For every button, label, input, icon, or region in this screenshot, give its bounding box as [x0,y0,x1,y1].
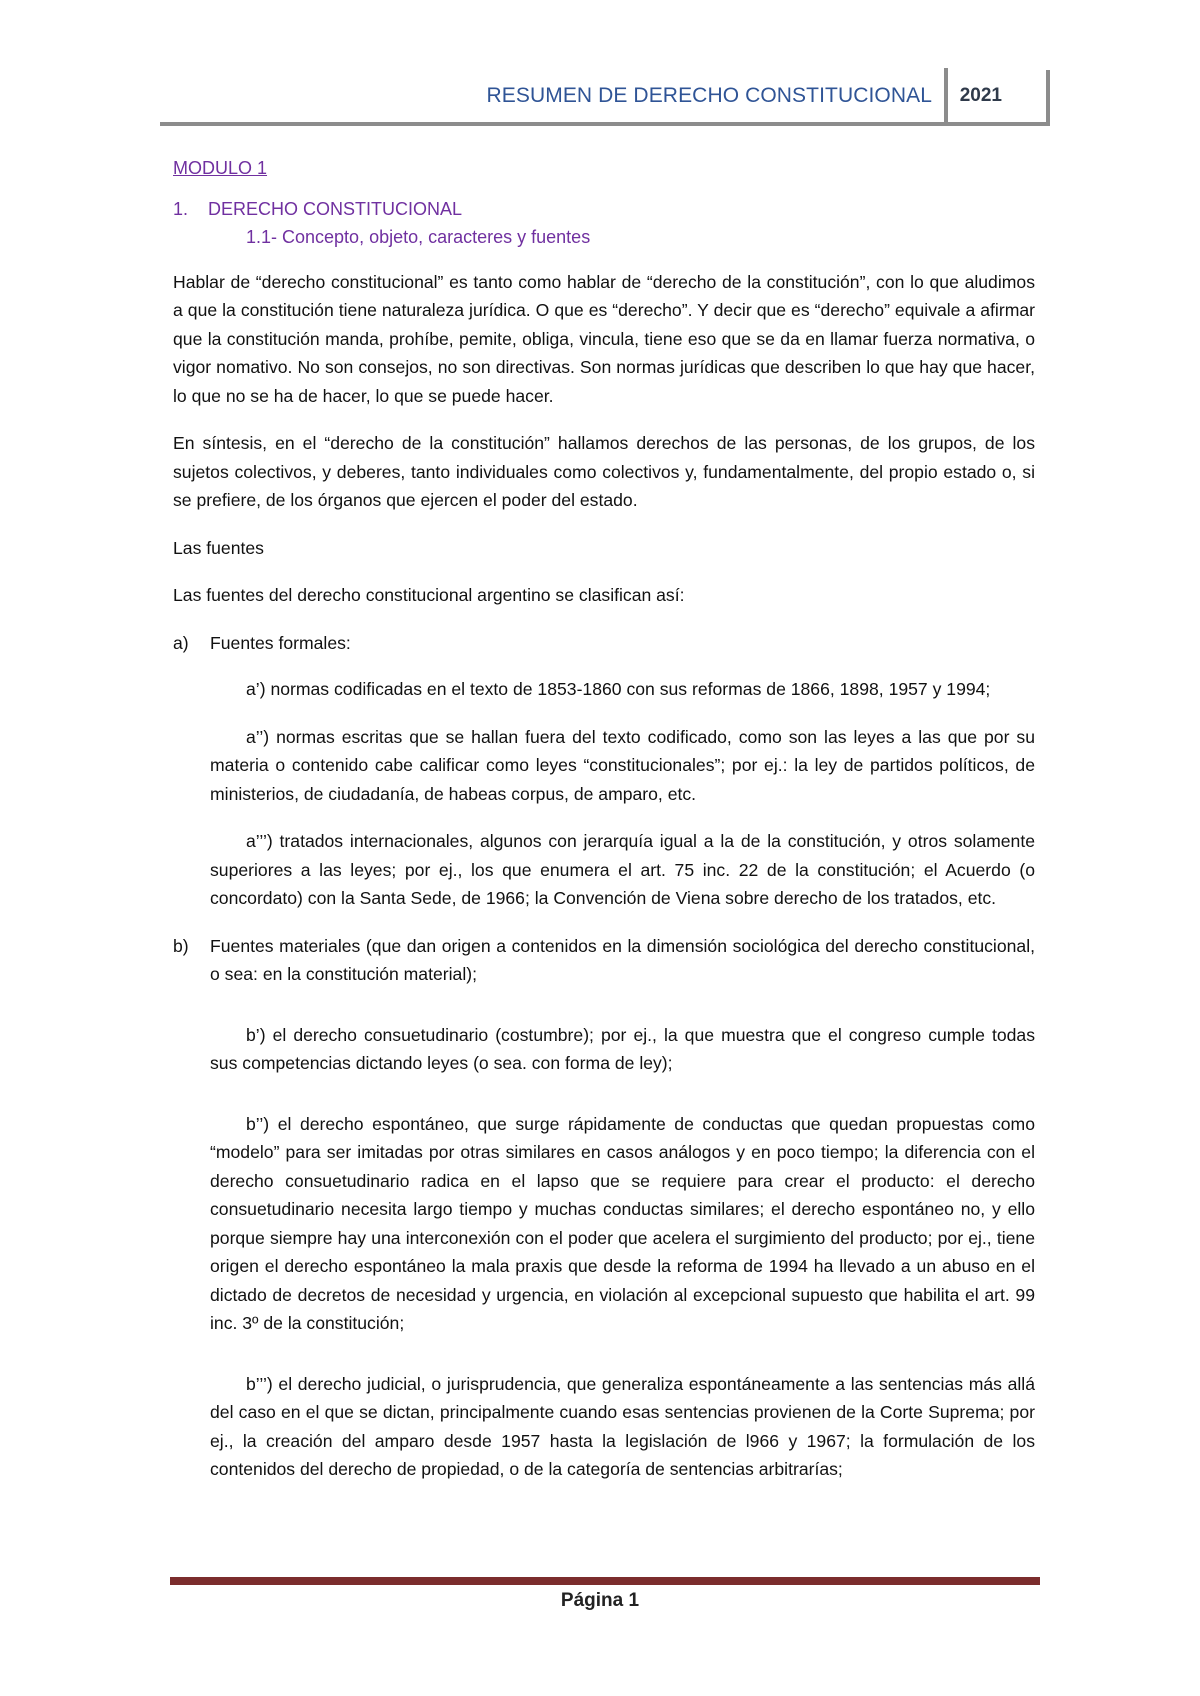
list-marker: a) [173,632,189,653]
header-title: RESUMEN DE DERECHO CONSTITUCIONAL [486,84,932,107]
page-number: Página 1 [560,1590,640,1611]
paragraph: Hablar de “derecho constitucional” es tanto como hablar de “derecho de la constitución”, con lo que aludimos a que la constitución tiene naturaleza jurídica. O que es “derecho”. Y decir que es “derecho” equivale a afirmar que la constitución manda, prohíbe, pemite, obliga, vincula, tiene eso que se da en llamar fuerza normativa, o vigor nomativo. No son consejos, no son directivas. Son normas jurídicas que describen lo que hay que hacer, lo que no se ha de hacer, lo que se puede hacer. [173,271,1035,406]
footer-rule [170,1577,1040,1585]
sub-paragraph: b’’) el derecho espontáneo, que surge rápidamente de conductas que quedan propuestas como “modelo” para ser imitadas por otras similares en casos análogos y en poco tiempo; la diferencia con el derecho consuetudinario radica en el lapso que se requiere para crear el producto: el derecho consuetudinario necesita largo tiempo y muchas conductas similares; el derecho espontáneo no, y ello porque siempre hay una interconexión con el poder que acelera el surgimiento del producto; por ej., tiene origen el derecho espontáneo la mala praxis que desde la reforma de 1994 ha llevado a un abuso en el dictado de decretos de necesidad y urgencia, en violación al excepcional supuesto que habilita el art. 99 inc. 3º de la constitución; [210,1113,1035,1333]
header-end-bar [1046,70,1050,124]
section-number: 1. [173,198,189,219]
section-heading [173,195,1035,224]
paragraph: En síntesis, en el “derecho de la constitución” hallamos derechos de las personas, de los grupos, de los sujetos colectivos, y deberes, tanto individuales como colectivos y, fundamentalmente, del propio estado o, si se prefiere, de los órganos que ejercen el poder del estado. [173,433,1035,510]
sub-paragraph: b’’’) el derecho judicial, o jurisprudencia, que generaliza espontáneamente a las sentencias más allá del caso en el que se dictan, principalmente cuando esas sentencias provienen de la Corte Suprema; por ej., la creación del amparo desde 1957 hasta la legislación de l966 y 1967; la formulación de los contenidos del derecho de propiedad, o de la categoría de sentencias arbitrarías; [210,1373,1035,1479]
section-title: DERECHO CONSTITUCIONAL [208,198,463,219]
header-divider [944,68,948,122]
sub-paragraph: a’) normas codificadas en el texto de 1853-1860 con sus reformas de 1866, 1898, 1957 y 1994; [246,679,991,699]
list-item-a [173,629,1035,658]
document-body [173,154,1035,1503]
list-text: Fuentes formales: [210,632,351,653]
header-year: 2021 [959,85,1002,106]
module-title: MODULO 1 [173,158,268,178]
paragraph: Las fuentes del derecho constitucional argentino se clasifican así: [173,585,685,605]
list-marker: b) [173,935,189,956]
subsection-heading: 1.1- Concepto, objeto, caracteres y fuentes [246,227,591,247]
page-header [160,68,1050,126]
sub-paragraph: b’) el derecho consuetudinario (costumbre); por ej., la que muestra que el congreso cumple todas sus competencias dictando leyes (o sea. con forma de ley); [210,1024,1035,1073]
sub-paragraph: a’’) normas escritas que se hallan fuera del texto codificado, como son las leyes a las que por su materia o contenido cabe calificar como leyes “constitucionales”; por ej.: la ley de partidos políticos, de ministerios, de ciudadanía, de habeas corpus, de amparo, etc. [210,726,1035,804]
sub-paragraph: a’’’) tratados internacionales, algunos con jerarquía igual a la de la constitución, y otros solamente superiores a las leyes; por ej., los que enumera el art. 75 inc. 22 de la constitución; el Acuerdo (o concordato) con la Santa Sede, de 1966; la Convención de Viena sobre derecho de los tratados, etc. [210,831,1035,908]
paragraph: Las fuentes [173,537,264,558]
list-text: Fuentes materiales (que dan origen a contenidos en la dimensión sociológica del derecho constitucional, o sea: en la constitución material); [210,935,1035,984]
list-item-b [173,932,1035,989]
